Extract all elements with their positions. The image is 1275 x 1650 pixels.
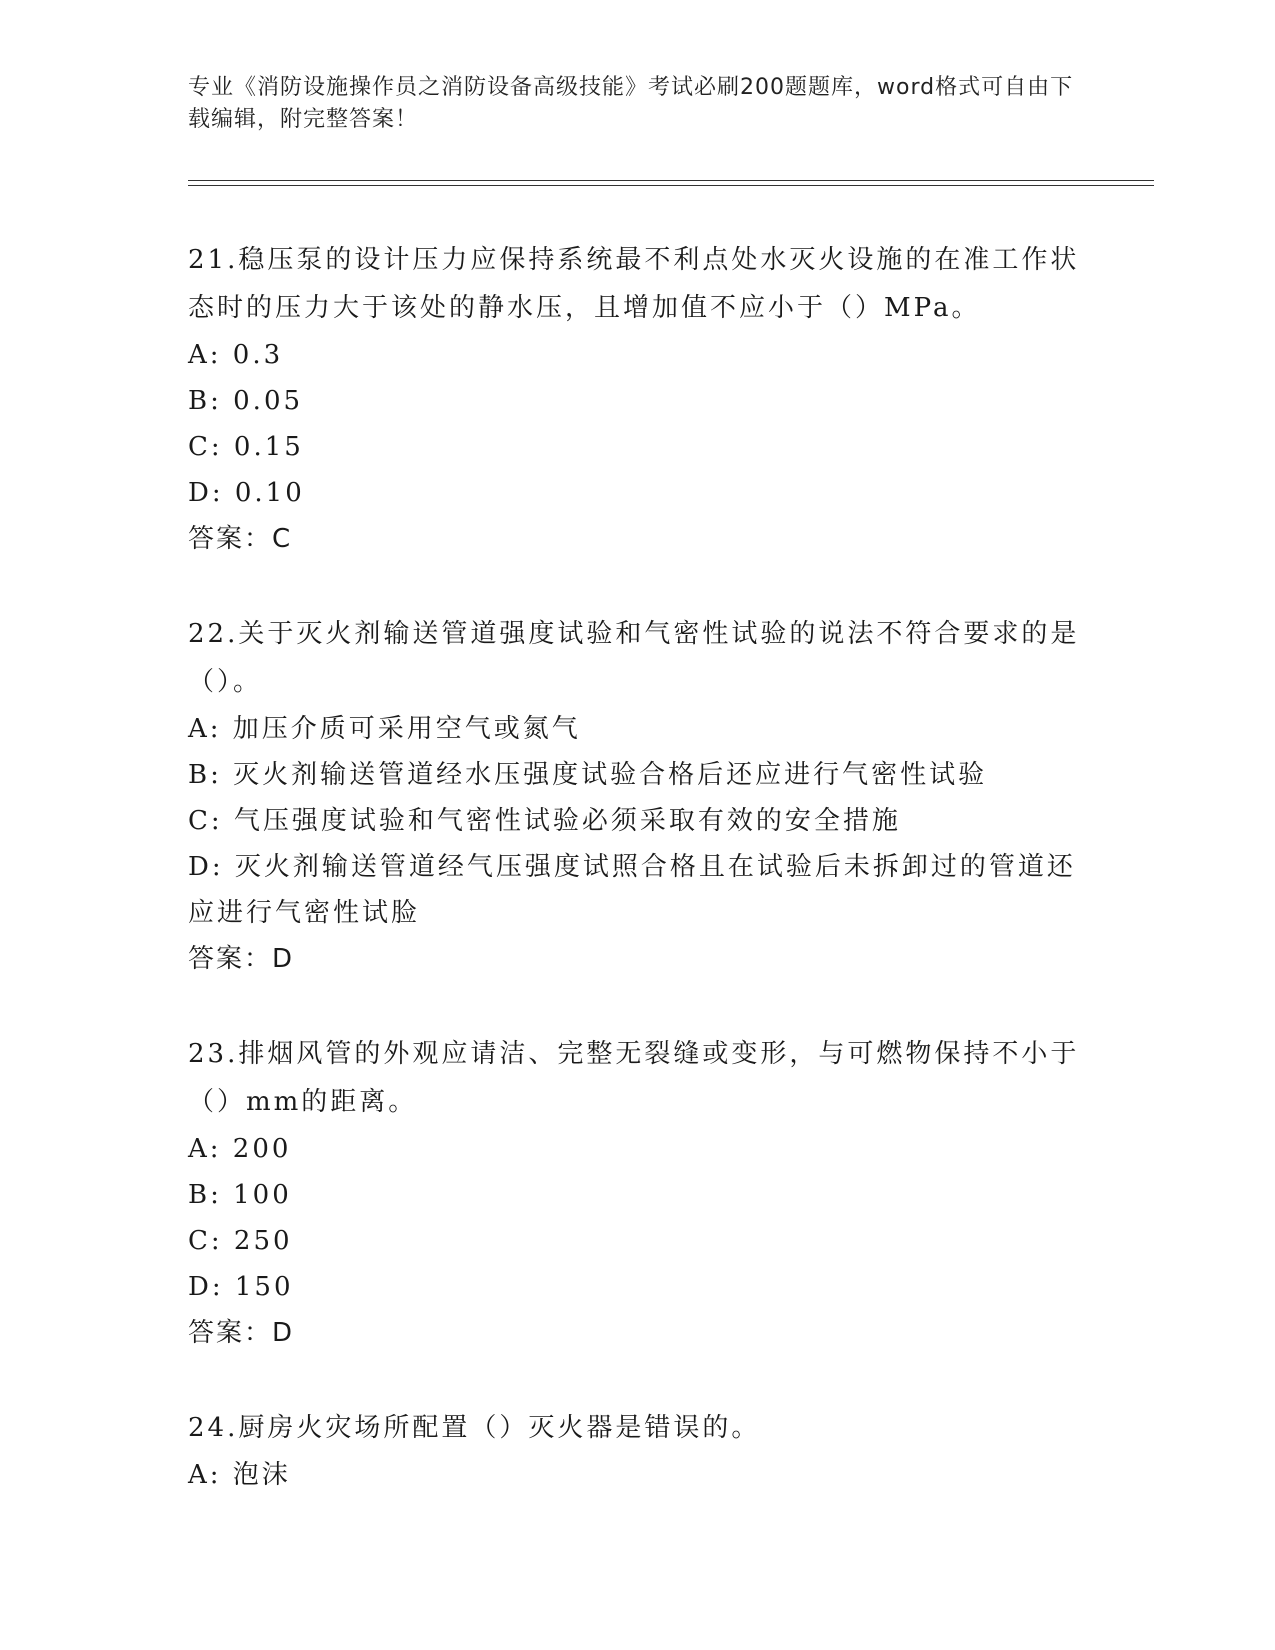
option-a: A: 0.3 [188,340,284,370]
question-stem: 22.关于灭火剂输送管道强度试验和气密性试验的说法不符合要求的是（）。 [188,619,1080,697]
option-c: C: 250 [188,1226,293,1256]
header-divider-top [188,180,1154,181]
question-23 [188,1030,1088,1356]
question-24 [188,1404,1088,1498]
option-b: B: 灭火剂输送管道经水压强度试验合格后还应进行气密性试验 [188,760,988,790]
option-a: A: 200 [188,1134,292,1164]
option-c: C: 0.15 [188,432,304,462]
answer: 答案：D [188,944,295,974]
option-b: B: 0.05 [188,386,304,416]
option-d: D: 灭火剂输送管道经气压强度试照合格且在试验后未拆卸过的管道还应进行气密性试脸 [188,852,1076,928]
question-22 [188,610,1088,982]
question-list [188,236,1088,1546]
question-stem: 23.排烟风管的外观应请洁、完整无裂缝或变形，与可燃物保持不小于（）mm的距离。 [188,1039,1080,1117]
option-a: A: 加压介质可采用空气或氮气 [188,714,581,744]
question-stem: 21.稳压泵的设计压力应保持系统最不利点处水灭火设施的在准工作状态时的压力大于该处的静水压，且增加值不应小于（）MPa。 [188,245,1080,323]
header-divider-bottom [188,185,1154,186]
option-a: A: 泡沫 [188,1460,291,1490]
option-d: D: 0.10 [188,478,305,508]
answer: 答案：C [188,524,293,554]
document-header: 专业《消防设施操作员之消防设备高级技能》考试必刷200题题库，word格式可自由下载编辑，附完整答案！ [188,75,1074,132]
answer: 答案：D [188,1318,295,1348]
option-d: D: 150 [188,1272,294,1302]
question-stem: 24.厨房火灾场所配置（）灭火器是错误的。 [188,1413,761,1443]
question-21 [188,236,1088,562]
option-b: B: 100 [188,1180,292,1210]
option-c: C: 气压强度试验和气密性试验必须采取有效的安全措施 [188,806,901,836]
